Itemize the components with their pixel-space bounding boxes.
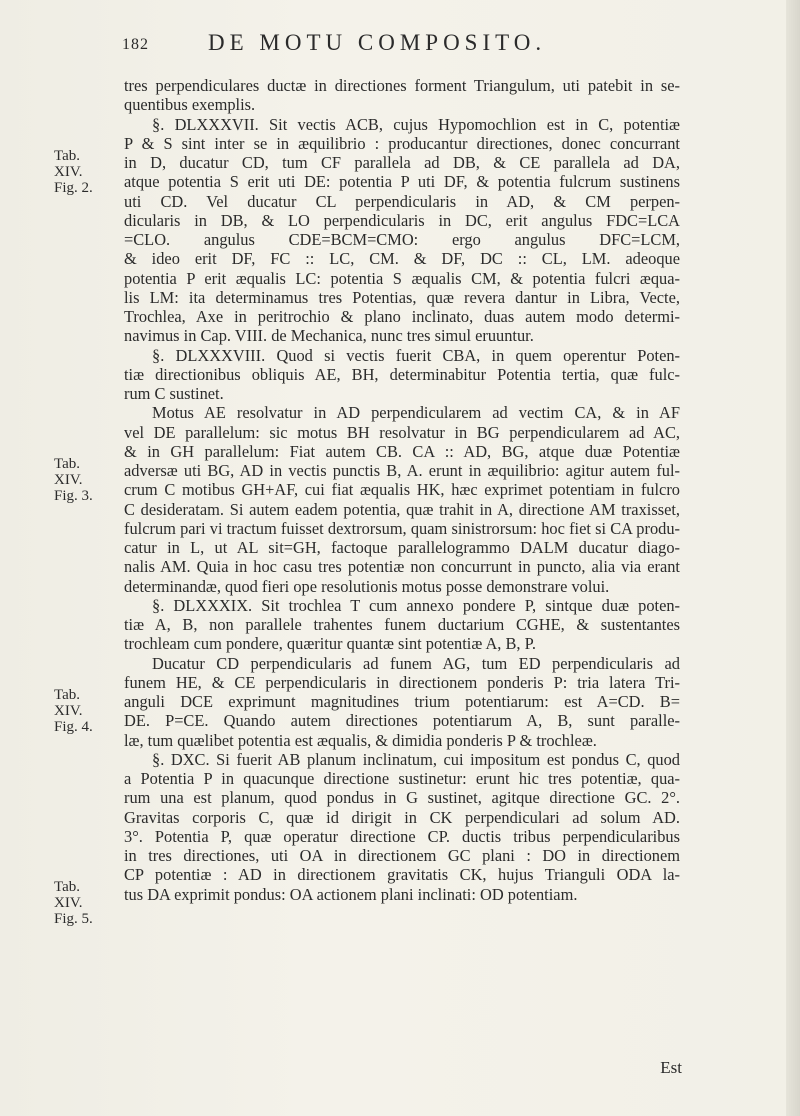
text-line: rum C sustinet.	[124, 384, 224, 403]
text-line: DE. P=CE. Quando autem directiones potentiarum A, B, sunt paralle-	[124, 711, 680, 731]
margin-note-line: Fig. 3.	[54, 488, 93, 504]
text-line: potentia P erit æqualis LC: potentia S æqualis CM, & potentia fulcri æqua-	[124, 268, 680, 288]
text-line: in D, ducatur CD, tum CF parallela ad DB, & CE parallela ad DA,	[124, 153, 680, 172]
text-line: determinandæ, quod fieri ope resolutionis motus posse demonstrare volui.	[124, 576, 610, 596]
text-line: Ducatur CD perpendicularis ad funem AG, tum ED perpendicularis ad	[152, 653, 680, 673]
section-heading-line: §. DLXXXVII. Sit vectis ACB, cujus Hypomochlion est in C, potentiæ	[152, 114, 680, 134]
margin-note-line: Fig. 4.	[54, 719, 93, 735]
text-line: tres perpendiculares ductæ in directiones forment Triangulum, uti patebit in se-	[124, 76, 680, 95]
text-line: CP potentiæ : AD in directionem gravitatis CK, hujus Trianguli ODA la-	[124, 865, 680, 885]
text-line: tiæ A, B, non parallele trahentes funem ductarium CGHE, & sustentantes	[124, 615, 680, 634]
text-line: fulcrum pari vi tractum fuisset dextrorsum, quam sinistrorsum: hoc fiet si CA produ-	[124, 518, 680, 538]
margin-note-tab14-fig3	[54, 456, 94, 504]
margin-note-tab14-fig4	[54, 687, 94, 735]
text-line: adversæ uti BG, AD in vectis punctis B, A. erunt in æquilibrio: agitur autem ful-	[124, 461, 680, 480]
page-header	[122, 28, 682, 62]
text-line: rum una est planum, quod pondus in G sustinet, agitque directione GC. 2°.	[124, 788, 680, 808]
text-line: funem HE, & CE perpendicularis in directionem ponderis P: tria latera Tri-	[124, 672, 680, 692]
text-line: Trochlea, Axe in peritrochio & plano inclinato, duas autem modo determi-	[124, 307, 680, 326]
section-heading-line: §. DXC. Si fuerit AB planum inclinatum, cui impositum est pondus C, quod	[152, 749, 680, 769]
text-line: 3°. Potentia P, quæ operatur directione CP. ductis tribus perpendicularibus	[124, 826, 680, 846]
margin-note-line: Fig. 5.	[54, 911, 93, 927]
text-line: atque potentia S erit uti DE: potentia P uti DF, & potentia fulcrum sustinens	[124, 172, 680, 192]
text-line: & in GH parallelum: Fiat autem CB. CA :: AD, BG, atque duæ Potentiæ	[124, 441, 680, 461]
text-line: nalis AM. Quia in hoc casu tres potentiæ non concurrunt in puncto, alia via erant	[124, 557, 680, 577]
margin-note-line: XIV.	[54, 703, 83, 719]
text-line: dicularis in DB, & LO perpendicularis in DC, erit angulus FDC=LCA	[124, 210, 680, 230]
margin-note-line: XIV.	[54, 472, 83, 488]
text-line: in tres directiones, uti OA in directionem GC plani : DO in directionem	[124, 846, 680, 865]
text-line: vel DE parallelum: sic motus BH resolvatur in BG perpendicularem ad AC,	[124, 422, 680, 442]
margin-note-line: Tab.	[54, 456, 81, 472]
text-line: Gravitas corporis C, quæ id dirigit in CK perpendiculari ad solum AD.	[124, 807, 680, 827]
text-line: & ideo erit DF, FC :: LC, CM. & DF, DC :: CL, LM. adeoque	[124, 249, 680, 269]
section-heading-line: §. DLXXXVIII. Quod si vectis fuerit CBA, in quem operentur Poten-	[152, 345, 680, 365]
margin-note-line: Tab.	[54, 879, 81, 895]
text-line: navimus in Cap. VIII. de Mechanica, nunc tres simul eruuntur.	[124, 326, 534, 346]
text-line: lis LM: ita determinamus tres Potentias, quæ revera dantur in Libra, Vecte,	[124, 287, 680, 307]
page-number: 182	[122, 36, 149, 53]
margin-note-line: Fig. 2.	[54, 180, 93, 196]
margin-note-line: Tab.	[54, 687, 81, 703]
text-line: crum C motibus GH+AF, cui fiat æqualis HK, hæc exprimet potentiam in fulcro	[124, 480, 680, 500]
text-line: uti CD. Vel ducatur CL perpendicularis in AD, & CM perpen-	[124, 191, 680, 211]
body-text	[124, 76, 680, 904]
page-edge	[786, 0, 800, 1116]
margin-note-tab14-fig5	[54, 879, 94, 927]
text-line: læ, tum quælibet potentia est æqualis, & dimidia ponderis P & trochleæ.	[124, 730, 597, 750]
text-line: trochleam cum pondere, quæritur quantæ sint potentiæ A, B, P.	[124, 634, 536, 654]
margin-note-line: Tab.	[54, 148, 81, 164]
text-line: catur in L, ut AL sit=GH, factoque parallelogrammo DALM ducatur diago-	[124, 538, 680, 557]
section-heading-line: §. DLXXXIX. Sit trochlea T cum annexo pondere P, sintque duæ poten-	[152, 595, 680, 615]
text-line: =CLO. angulus CDE=BCM=CMO: ergo angulus DFC=LCM,	[124, 230, 680, 249]
margin-note-line: XIV.	[54, 164, 83, 180]
text-line: Motus AE resolvatur in AD perpendicularem ad vectim CA, & in AF	[152, 403, 680, 423]
margin-note-tab14-fig2	[54, 148, 94, 196]
text-line: C desideratam. Si autem eadem potentia, quæ trahit in A, directione AM traxisset,	[124, 499, 680, 519]
text-line: anguli DCE exprimunt magnitudines trium potentiarum: est A=CD. B=	[124, 692, 680, 711]
catchword: Est	[660, 1058, 682, 1077]
running-head: DE MOTU COMPOSITO.	[208, 30, 547, 55]
text-line: P & S sint inter se in æquilibrio : producantur directiones, donec concurrant	[124, 133, 680, 153]
text-line: a Potentia P in quacunque directione sustinetur: erunt hic tres potentiæ, qua-	[124, 769, 680, 788]
text-line: quentibus exemplis.	[124, 95, 256, 115]
margin-note-line: XIV.	[54, 895, 83, 911]
text-line: tiæ directionibus obliquis AE, BH, determinabitur Potentia tertia, quæ fulc-	[124, 364, 680, 384]
text-line: tus DA exprimit pondus: OA actionem plani inclinati: OD potentiam.	[124, 884, 578, 904]
